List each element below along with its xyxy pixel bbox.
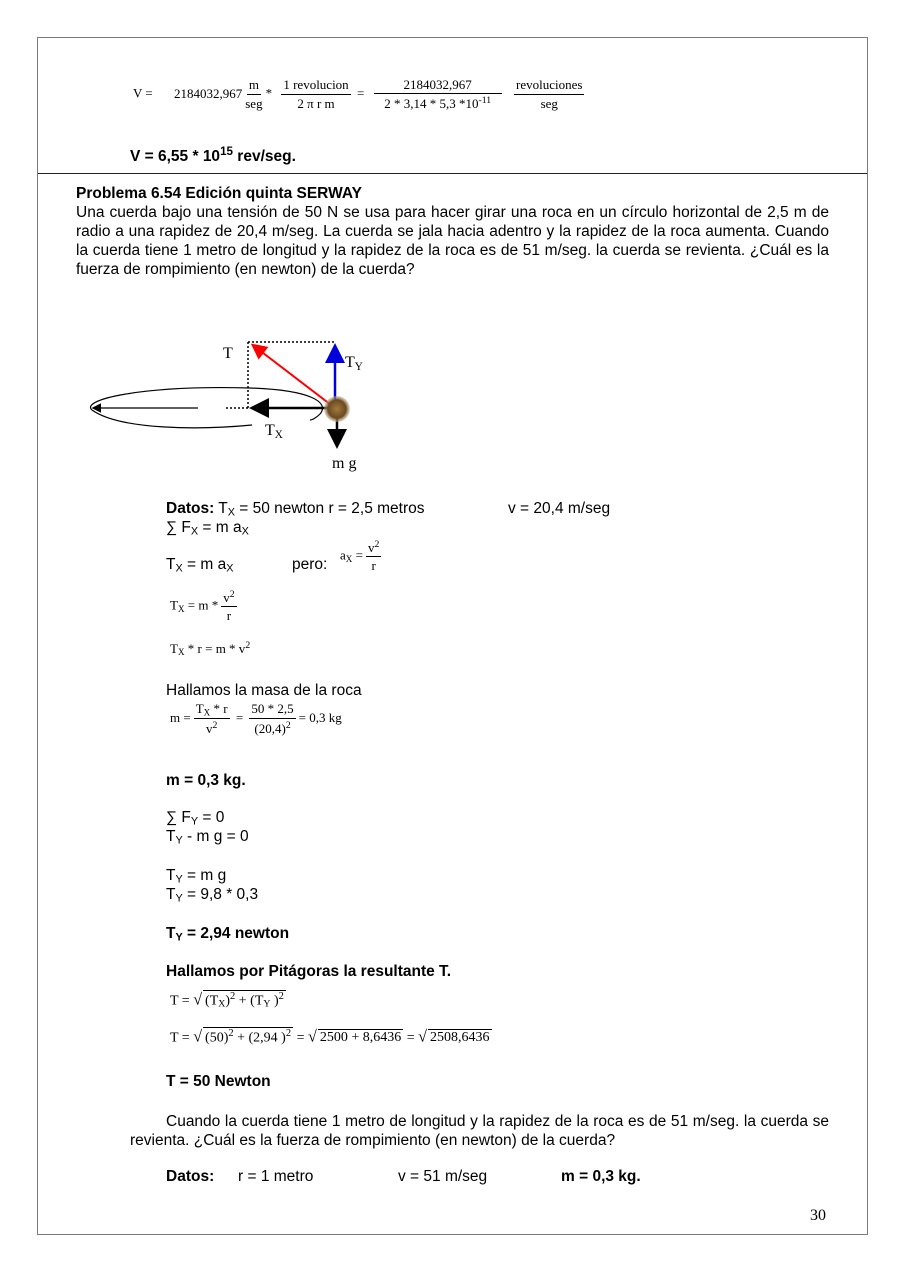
tymg0-base: T — [166, 828, 176, 845]
tc-d: 2508,6436 — [430, 1030, 490, 1046]
t-formula — [170, 990, 286, 1010]
sum-fy — [166, 809, 224, 828]
tc-ea: 2 — [228, 1028, 234, 1039]
sqrt-icon: √ — [418, 1028, 428, 1046]
tf-sub2: Y — [263, 998, 271, 1010]
tx-base: T — [265, 422, 275, 439]
tymg-rest: = m g — [182, 867, 227, 884]
unit-den: seg — [245, 95, 263, 111]
ax-num-exp: 2 — [374, 539, 380, 550]
result-unit-den: seg — [540, 95, 558, 111]
tf-p1: ) — [225, 993, 231, 1009]
unit-fraction — [245, 78, 262, 111]
txm-den: r — [226, 608, 232, 624]
txm-sub: X — [177, 603, 185, 614]
datos2-radius: r = 1 metro — [238, 1168, 314, 1185]
pitagoras-heading: Hallamos por Pitágoras la resultante T. — [166, 963, 452, 980]
tx-m-equation — [170, 590, 240, 623]
tyans-rest: = 2,94 newton — [182, 925, 290, 942]
answer-exp: 15 — [220, 145, 233, 158]
datos-tx-sub: X — [227, 506, 235, 519]
txr-rest: * r = m * v — [184, 640, 246, 656]
result-den-exp: -11 — [478, 95, 492, 107]
t-calculation — [170, 1027, 492, 1046]
datos-velocity: v = 20,4 m/seg — [508, 500, 611, 517]
times: * — [265, 85, 273, 101]
datos2-label: Datos: — [166, 1168, 215, 1185]
txm-num: v — [223, 589, 230, 605]
force-diagram — [80, 330, 400, 485]
result-den: 2 * 3,14 * 5,3 *10 — [384, 96, 479, 112]
tymg-base: T — [166, 867, 176, 884]
pero-label: pero: — [292, 556, 328, 573]
tf-p2: ) — [270, 993, 279, 1009]
unit-num: m — [247, 78, 261, 94]
conversion-fraction — [281, 78, 350, 111]
tc-c: 2500 + 8,6436 — [319, 1030, 402, 1046]
txr-lhs: T — [170, 640, 178, 656]
tx-equation — [166, 556, 233, 575]
datos2-mass: m = 0,3 kg. — [561, 1168, 641, 1185]
result-unit-fraction — [514, 78, 584, 111]
mass-result: = 0,3 kg — [298, 710, 342, 726]
tc-eq3: = — [406, 1030, 415, 1046]
sqrt-icon: √ — [193, 1028, 203, 1046]
mass-den2-exp: 2 — [285, 719, 291, 731]
ty-mg-zero — [166, 828, 249, 847]
problem-title: Problema 6.54 Edición quinta SERWAY — [76, 185, 362, 202]
section-divider — [38, 173, 867, 174]
mass-den1: v — [205, 721, 213, 737]
tx-eq-base: T — [166, 556, 176, 573]
sum-fx-sub2: X — [241, 525, 249, 538]
eq-coefficient: 2184032,967 — [174, 85, 243, 101]
tx-eq-sub: X — [175, 562, 183, 575]
ax-equation: $a_X$ = $\frac{v^2}{r}$ — [340, 539, 380, 574]
mass-num1-sub: X — [203, 707, 211, 718]
mass-answer: m = 0,3 kg. — [166, 772, 246, 789]
tycalc-sub: Y — [175, 892, 183, 905]
rock-icon — [324, 396, 350, 422]
tymg-sub: Y — [175, 873, 183, 886]
tc-b: + (2,94 ) — [233, 1030, 286, 1046]
tf-plus: + (T — [235, 993, 264, 1009]
datos-tx: T — [218, 500, 228, 517]
sqrt-icon: √ — [193, 991, 203, 1009]
answer-prefix: V = 6,55 * 10 — [130, 147, 221, 165]
label-t: T — [223, 345, 233, 362]
result-fraction — [374, 78, 502, 111]
tc-eq2: = — [296, 1030, 305, 1046]
tx-eq-sub2: X — [226, 562, 234, 575]
ty-sub: Y — [354, 360, 363, 373]
conv-num: 1 revolucion — [281, 78, 350, 94]
sum-fx — [166, 519, 249, 538]
velocity-answer — [130, 145, 296, 166]
tx-eq-rest: = m a — [182, 556, 227, 573]
tyans-base: T — [166, 925, 176, 942]
tc-lhs: T = — [170, 1030, 190, 1046]
velocity-conversion-equation — [133, 78, 587, 111]
tycalc-base: T — [166, 886, 176, 903]
txm-mid: = m * — [184, 597, 219, 613]
result-unit-num: revoluciones — [514, 78, 584, 94]
conv-den: 2 π r m — [297, 95, 335, 111]
txr-exp: 2 — [245, 640, 251, 651]
txm-lhs: T — [170, 597, 178, 613]
mass-den2: (20,4) — [254, 720, 286, 736]
answer-suffix: rev/seg. — [232, 147, 296, 165]
problem-statement: Una cuerda bajo una tensión de 50 N se usa para hacer girar una roca en un círculo horizontal de 2,5 m de radio a una rapidez de 20,4 m/seg. La cuerda se jala hacia adentro y la rapidez de la roca aumenta. Cuando la cuerda tiene 1 metro de longitud y la rapidez de la roca es de 51 m/seg. la cuerda se revienta. ¿Cuál es la fuerza de rompimiento (en newton) de la cuerda? — [76, 204, 829, 278]
part2-statement: Cuando la cuerda tiene 1 metro de longitud y la rapidez de la roca es de 51 m/seg. la cuerda se revienta. ¿Cuál es la fuerza de rompimiento (en newton) de la cuerda? — [130, 1113, 829, 1149]
result-num: 2184032,967 — [374, 78, 502, 94]
ty-calc — [166, 886, 258, 905]
page-number: 30 — [810, 1207, 826, 1224]
mass-num1: T — [195, 701, 204, 716]
ty-base: T — [345, 354, 355, 371]
sum-fy-rest: = 0 — [198, 809, 225, 826]
datos-tx-rest: = 50 newton r = 2,5 metros — [234, 500, 425, 517]
mass-den1-exp: 2 — [212, 720, 218, 732]
ax-lhs: a — [340, 547, 346, 563]
tymg0-sub: Y — [175, 834, 183, 847]
ax-den: r — [371, 558, 376, 574]
tx-r-equation — [170, 640, 250, 657]
mass-heading: Hallamos la masa de la roca — [166, 682, 362, 699]
datos-line — [166, 500, 425, 519]
t-answer: T = 50 Newton — [166, 1073, 271, 1090]
mass-equation: m = $\frac{T_X * r}{v^2}$ = $\frac{50 * 2,5}{(20,4)^2}$ = 0,3 kg — [170, 701, 342, 737]
mass-lhs: m = — [170, 710, 191, 726]
mass-num1-rest: * r — [210, 701, 228, 716]
tycalc-rest: = 9,8 * 0,3 — [182, 886, 259, 903]
txr-sub: X — [177, 647, 185, 658]
tf-e1: 2 — [230, 991, 236, 1002]
sum-fx-sigma: ∑ F — [166, 519, 191, 536]
sqrt-icon: √ — [308, 1028, 317, 1046]
tf-lhs: T = — [170, 993, 190, 1009]
ty-mg — [166, 867, 226, 886]
datos-label: Datos: — [166, 500, 215, 517]
tc-eb: 2 — [285, 1028, 292, 1039]
sum-fx-sub: X — [190, 525, 199, 538]
tf-inside: (T — [205, 993, 219, 1009]
mass-num2: 50 * 2,5 — [249, 702, 295, 718]
tf-e2: 2 — [278, 991, 284, 1002]
tc-a: (50) — [205, 1030, 229, 1046]
tension-arrow — [254, 346, 335, 408]
tyans-sub: Y — [175, 931, 183, 944]
sum-fy-sigma: ∑ F — [166, 809, 191, 826]
label-mg: m g — [332, 455, 357, 472]
ax-num: v — [367, 539, 375, 555]
ax-sub: X — [345, 553, 353, 564]
eq-lhs: V = — [133, 85, 153, 101]
tymg0-rest: - m g = 0 — [182, 828, 249, 845]
sum-fx-rest: = m a — [198, 519, 242, 536]
label-tx — [265, 422, 283, 441]
label-ty — [345, 354, 363, 373]
tx-sub: X — [274, 428, 283, 441]
ty-answer — [166, 925, 289, 944]
txm-num-exp: 2 — [229, 589, 235, 600]
equals: = — [356, 85, 365, 101]
datos2-velocity: v = 51 m/seg — [398, 1168, 488, 1185]
tf-sub1: X — [218, 998, 226, 1010]
sum-fy-sub: Y — [190, 815, 199, 828]
